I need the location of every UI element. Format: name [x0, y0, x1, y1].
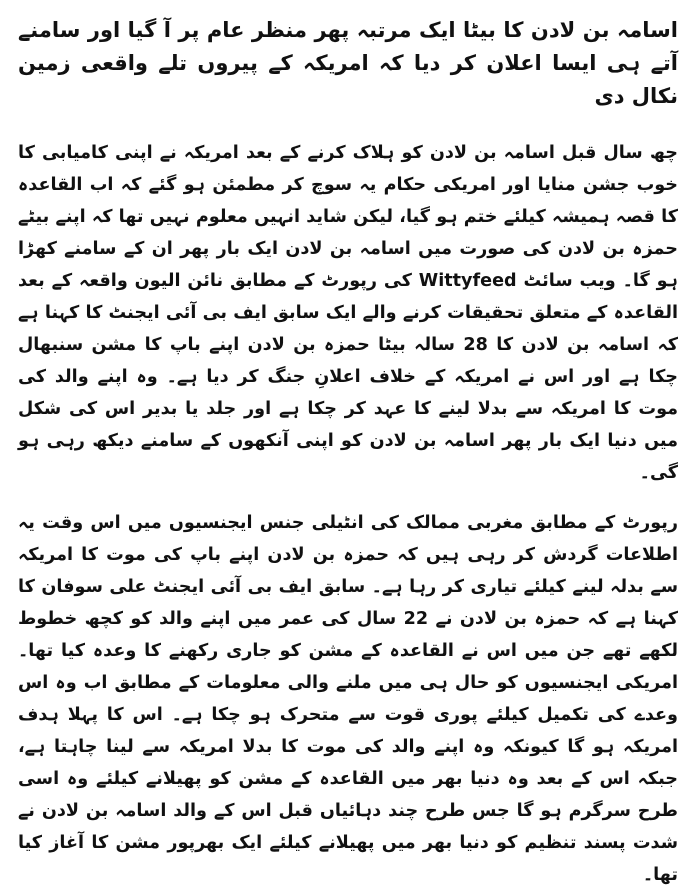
article-headline: اسامہ بن لادن کا بیٹا ایک مرتبہ پھر منظر عام پر آ گیا اور سامنے آتے ہی ایسا اعلان کر دیا کہ امریکہ کے پیروں تلے واقعی زمین نکال دی	[18, 18, 678, 108]
article-paragraph-2: رپورٹ کے مطابق مغربی ممالک کی انٹیلی جنس ایجنسیوں میں اس وقت یہ اطلاعات گردش کر رہی ہیں کہ حمزہ بن لادن اپنے باپ کی موت کا امریکہ سے بدلہ لینے کیلئے تیاری کر رہا ہے۔ سابق ایف بی آئی ایجنٹ علی سوفان کا کہنا ہے کہ حمزہ بن لادن نے 22 سال کی عمر میں اپنے والد کو کچھ خطوط لکھے تھے جن میں اس نے القاعدہ کے مشن کو جاری رکھنے کا وعدہ کیا تھا۔ امریکی ایجنسیوں کو حال ہی میں ملنے والی معلومات کے مطابق اب وہ اس وعدے کی تکمیل کیلئے پوری قوت سے متحرک ہو چکا ہے۔ اس کا پہلا ہدف امریکہ ہو گا کیونکہ وہ اپنے والد کی موت کا بدلا امریکہ سے لینا چاہتا ہے، جبکہ اس کے بعد وہ دنیا بھر میں القاعدہ کے مشن کو پھیلانے کیلئے وہ اسی طرح سرگرم ہو گا جس طرح چند دہائیاں قبل اس کے والد اسامہ بن لادن نے شدت پسند تنظیم کو دنیا بھر میں پھیلانے کیلئے ایک بھرپور مشن کا آغاز کیا تھا۔	[18, 513, 678, 885]
article-paragraph-1: چھ سال قبل اسامہ بن لادن کو ہلاک کرنے کے بعد امریکہ نے اپنی کامیابی کا خوب جشن منایا اور امریکی حکام یہ سوچ کر مطمئن ہو گئے کہ اب القاعدہ کا قصہ ہمیشہ کیلئے ختم ہو گیا، لیکن شاید انہیں معلوم نہیں تھا کہ اپنے بیٹے حمزہ بن لادن کی صورت میں اسامہ بن لادن ایک بار پھر ان کے سامنے کھڑا ہو گا۔ ویب سائٹ Wittyfeed کی رپورٹ کے مطابق نائن الیون واقعہ کے بعد القاعدہ کے متعلق تحقیقات کرنے والے ایک سابق ایف بی آئی ایجنٹ کا کہنا ہے کہ اسامہ بن لادن کا 28 سالہ بیٹا حمزہ بن لادن اپنے باپ کا مشن سنبھال چکا ہے اور اس نے امریکہ کے خلاف اعلانِ جنگ کر دیا ہے۔ وہ اپنے والد کی موت کا امریکہ سے بدلا لینے کا عہد کر چکا ہے اور جلد یا بدیر اس کی شکل میں دنیا ایک بار پھر اسامہ بن لادن کو اپنی آنکھوں کے سامنے دیکھ رہی ہو گی۔	[18, 143, 678, 483]
